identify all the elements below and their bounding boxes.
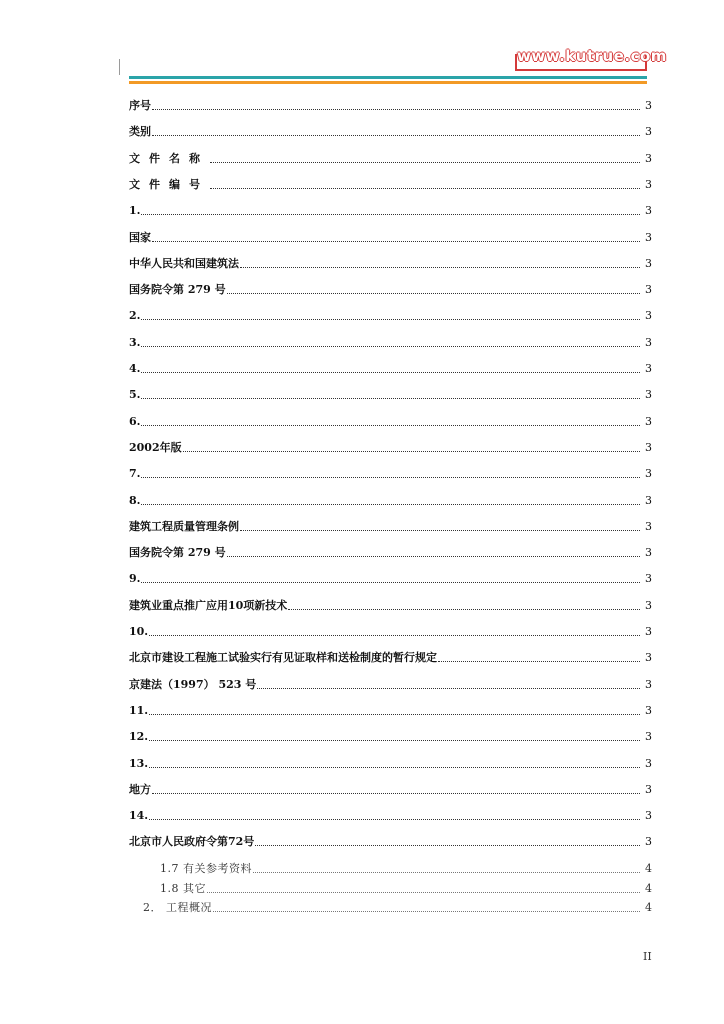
toc-entry-label: 7. [129, 467, 141, 481]
toc-entry[interactable] [129, 356, 652, 376]
toc-entry-label: 地方 [129, 782, 151, 796]
toc-entry-label: 10. [129, 625, 149, 638]
toc-entry-page: 3 [645, 677, 652, 691]
toc-entry[interactable] [129, 803, 652, 823]
toc-leader-dots [152, 109, 640, 110]
toc-entry-label: 5. [129, 388, 141, 402]
toc-entry-label: 3. [129, 335, 141, 349]
toc-entry-page: 3 [645, 651, 652, 665]
toc-entry-page: 3 [645, 782, 652, 796]
toc-entry[interactable] [129, 435, 652, 455]
toc-entry[interactable] [129, 672, 652, 692]
toc-entry-label: 1.8 其它 [160, 881, 206, 895]
toc-entry-label: 类别 [129, 125, 151, 139]
toc-entry-page: 3 [645, 598, 652, 612]
toc-entry-page: 3 [645, 467, 652, 481]
toc-entry-label: 序号 [129, 99, 151, 112]
toc-leader-dots [141, 477, 640, 478]
toc-entry-page: 3 [645, 362, 652, 375]
toc-entry[interactable] [129, 698, 652, 718]
toc-entry[interactable] [160, 856, 652, 876]
toc-entry-page: 3 [645, 414, 652, 428]
header-margin-mark [119, 59, 120, 75]
toc-entry-label: 9. [129, 572, 141, 586]
toc-entry-page: 3 [645, 493, 652, 507]
toc-entry[interactable] [143, 895, 652, 915]
toc-entry-label: 4. [129, 362, 141, 375]
watermark-text: www.kutrue.com [517, 47, 667, 65]
toc-leader-dots [240, 530, 640, 531]
toc-entry-label: 2. [129, 309, 141, 323]
toc-entry[interactable] [129, 645, 652, 665]
toc-entry-label: 2002年版 [129, 440, 182, 454]
toc-entry[interactable] [129, 488, 652, 508]
toc-entry[interactable] [160, 876, 652, 896]
toc-entry-page: 3 [645, 835, 652, 849]
toc-entry-label: 北京市人民政府令第72号 [129, 835, 255, 849]
toc-leader-dots [141, 319, 640, 320]
toc-entry[interactable] [129, 409, 652, 429]
toc-entry-label: 文件编号 [129, 177, 209, 191]
toc-entry[interactable] [129, 619, 652, 639]
page-number: II [643, 950, 652, 963]
toc-leader-dots [227, 556, 640, 557]
toc-leader-dots [183, 451, 640, 452]
toc-entry-page: 4 [645, 901, 652, 915]
toc-entry[interactable] [129, 303, 652, 323]
toc-leader-dots [438, 661, 640, 662]
toc-leader-dots [213, 911, 640, 912]
toc-leader-dots [141, 582, 640, 583]
toc-entry[interactable] [129, 829, 652, 849]
toc-entry[interactable] [129, 382, 652, 402]
toc-entry-label: 6. [129, 414, 141, 428]
toc-entry-label: 2． 工程概况 [143, 901, 212, 915]
toc-leader-dots [210, 188, 640, 189]
toc-leader-dots [141, 504, 640, 505]
toc-entry-label: 文件名称 [129, 151, 209, 165]
toc-leader-dots [152, 135, 640, 136]
toc-entry-page: 3 [645, 125, 652, 139]
toc-entry-page: 3 [645, 309, 652, 323]
toc-entry-page: 4 [645, 881, 652, 895]
toc-entry-label: 中华人民共和国建筑法 [129, 256, 239, 270]
toc-leader-dots [149, 740, 640, 741]
toc-leader-dots [152, 793, 640, 794]
toc-leader-dots [149, 819, 640, 820]
toc-entry-label: 国务院令第 279 号 [129, 546, 226, 560]
toc-entry-label: 13. [129, 756, 149, 770]
toc-entry[interactable] [129, 277, 652, 297]
toc-entry-page: 4 [645, 862, 652, 876]
toc-leader-dots [149, 635, 640, 636]
toc-leader-dots [152, 241, 640, 242]
toc-entry[interactable] [129, 540, 652, 560]
toc-entry-page: 3 [645, 625, 652, 638]
header-rule-teal [129, 76, 647, 79]
toc-entry-page: 3 [645, 756, 652, 770]
toc-entry-label: 北京市建设工程施工试验实行有见证取样和送检制度的暂行规定 [129, 651, 437, 665]
toc-entry[interactable] [129, 777, 652, 797]
toc-entry-page: 3 [645, 335, 652, 349]
toc-entry-label: 14. [129, 809, 149, 823]
toc-entry-page: 3 [645, 809, 652, 823]
toc-entry[interactable] [129, 146, 652, 166]
toc-entry-label: 建筑工程质量管理条例 [129, 519, 239, 533]
toc-entry-page: 3 [645, 440, 652, 454]
toc-entry-label: 11. [129, 703, 149, 717]
toc-leader-dots [253, 872, 640, 873]
toc-entry-page: 3 [645, 730, 652, 744]
header-rule-orange [129, 81, 647, 84]
toc-leader-dots [210, 162, 640, 163]
toc-entry[interactable] [129, 514, 652, 534]
toc-entry-page: 3 [645, 546, 652, 560]
toc-entry[interactable] [129, 198, 652, 218]
toc-entry[interactable] [129, 461, 652, 481]
toc-leader-dots [227, 293, 640, 294]
toc-entry[interactable] [129, 593, 652, 613]
toc-entry-page: 3 [645, 204, 652, 218]
toc-entry[interactable] [129, 119, 652, 139]
toc-leader-dots [207, 892, 640, 893]
toc-entry-page: 3 [645, 256, 652, 270]
toc-entry-page: 3 [645, 99, 652, 112]
toc-entry-label: 国务院令第 279 号 [129, 283, 226, 297]
toc-leader-dots [141, 372, 640, 373]
toc-leader-dots [141, 425, 640, 426]
toc-leader-dots [240, 267, 640, 268]
toc-entry-page: 3 [645, 388, 652, 402]
toc-leader-dots [257, 688, 640, 689]
toc-entry-page: 3 [645, 230, 652, 244]
toc-entry-label: 建筑业重点推广应用10项新技术 [129, 598, 288, 612]
toc-entry[interactable] [129, 93, 652, 113]
toc-entry-label: 1. [129, 204, 141, 218]
watermark-logo [515, 47, 667, 71]
toc-entry-label: 国家 [129, 230, 151, 244]
toc-leader-dots [149, 767, 640, 768]
toc-entry-label: 京建法（1997） 523 号 [129, 677, 257, 691]
toc-leader-dots [141, 346, 640, 347]
toc-leader-dots [255, 845, 640, 846]
toc-leader-dots [141, 398, 640, 399]
toc-entry[interactable] [129, 566, 652, 586]
toc-entry-page: 3 [645, 572, 652, 586]
toc-entry[interactable] [129, 251, 652, 271]
toc-entry-page: 3 [645, 519, 652, 533]
toc-entry[interactable] [129, 724, 652, 744]
toc-entry-page: 3 [645, 151, 652, 165]
toc-entry-label: 1.7 有关参考资料 [160, 862, 252, 876]
toc-entry[interactable] [129, 225, 652, 245]
toc-entry[interactable] [129, 330, 652, 350]
toc-entry-page: 3 [645, 177, 652, 191]
toc-entry-label: 12. [129, 730, 149, 744]
toc-entry-page: 3 [645, 283, 652, 297]
toc-entry-label: 8. [129, 493, 141, 507]
toc-entry[interactable] [129, 172, 652, 192]
toc-leader-dots [149, 714, 640, 715]
toc-leader-dots [141, 214, 640, 215]
toc-leader-dots [288, 609, 640, 610]
toc-entry-page: 3 [645, 703, 652, 717]
toc-entry[interactable] [129, 751, 652, 771]
